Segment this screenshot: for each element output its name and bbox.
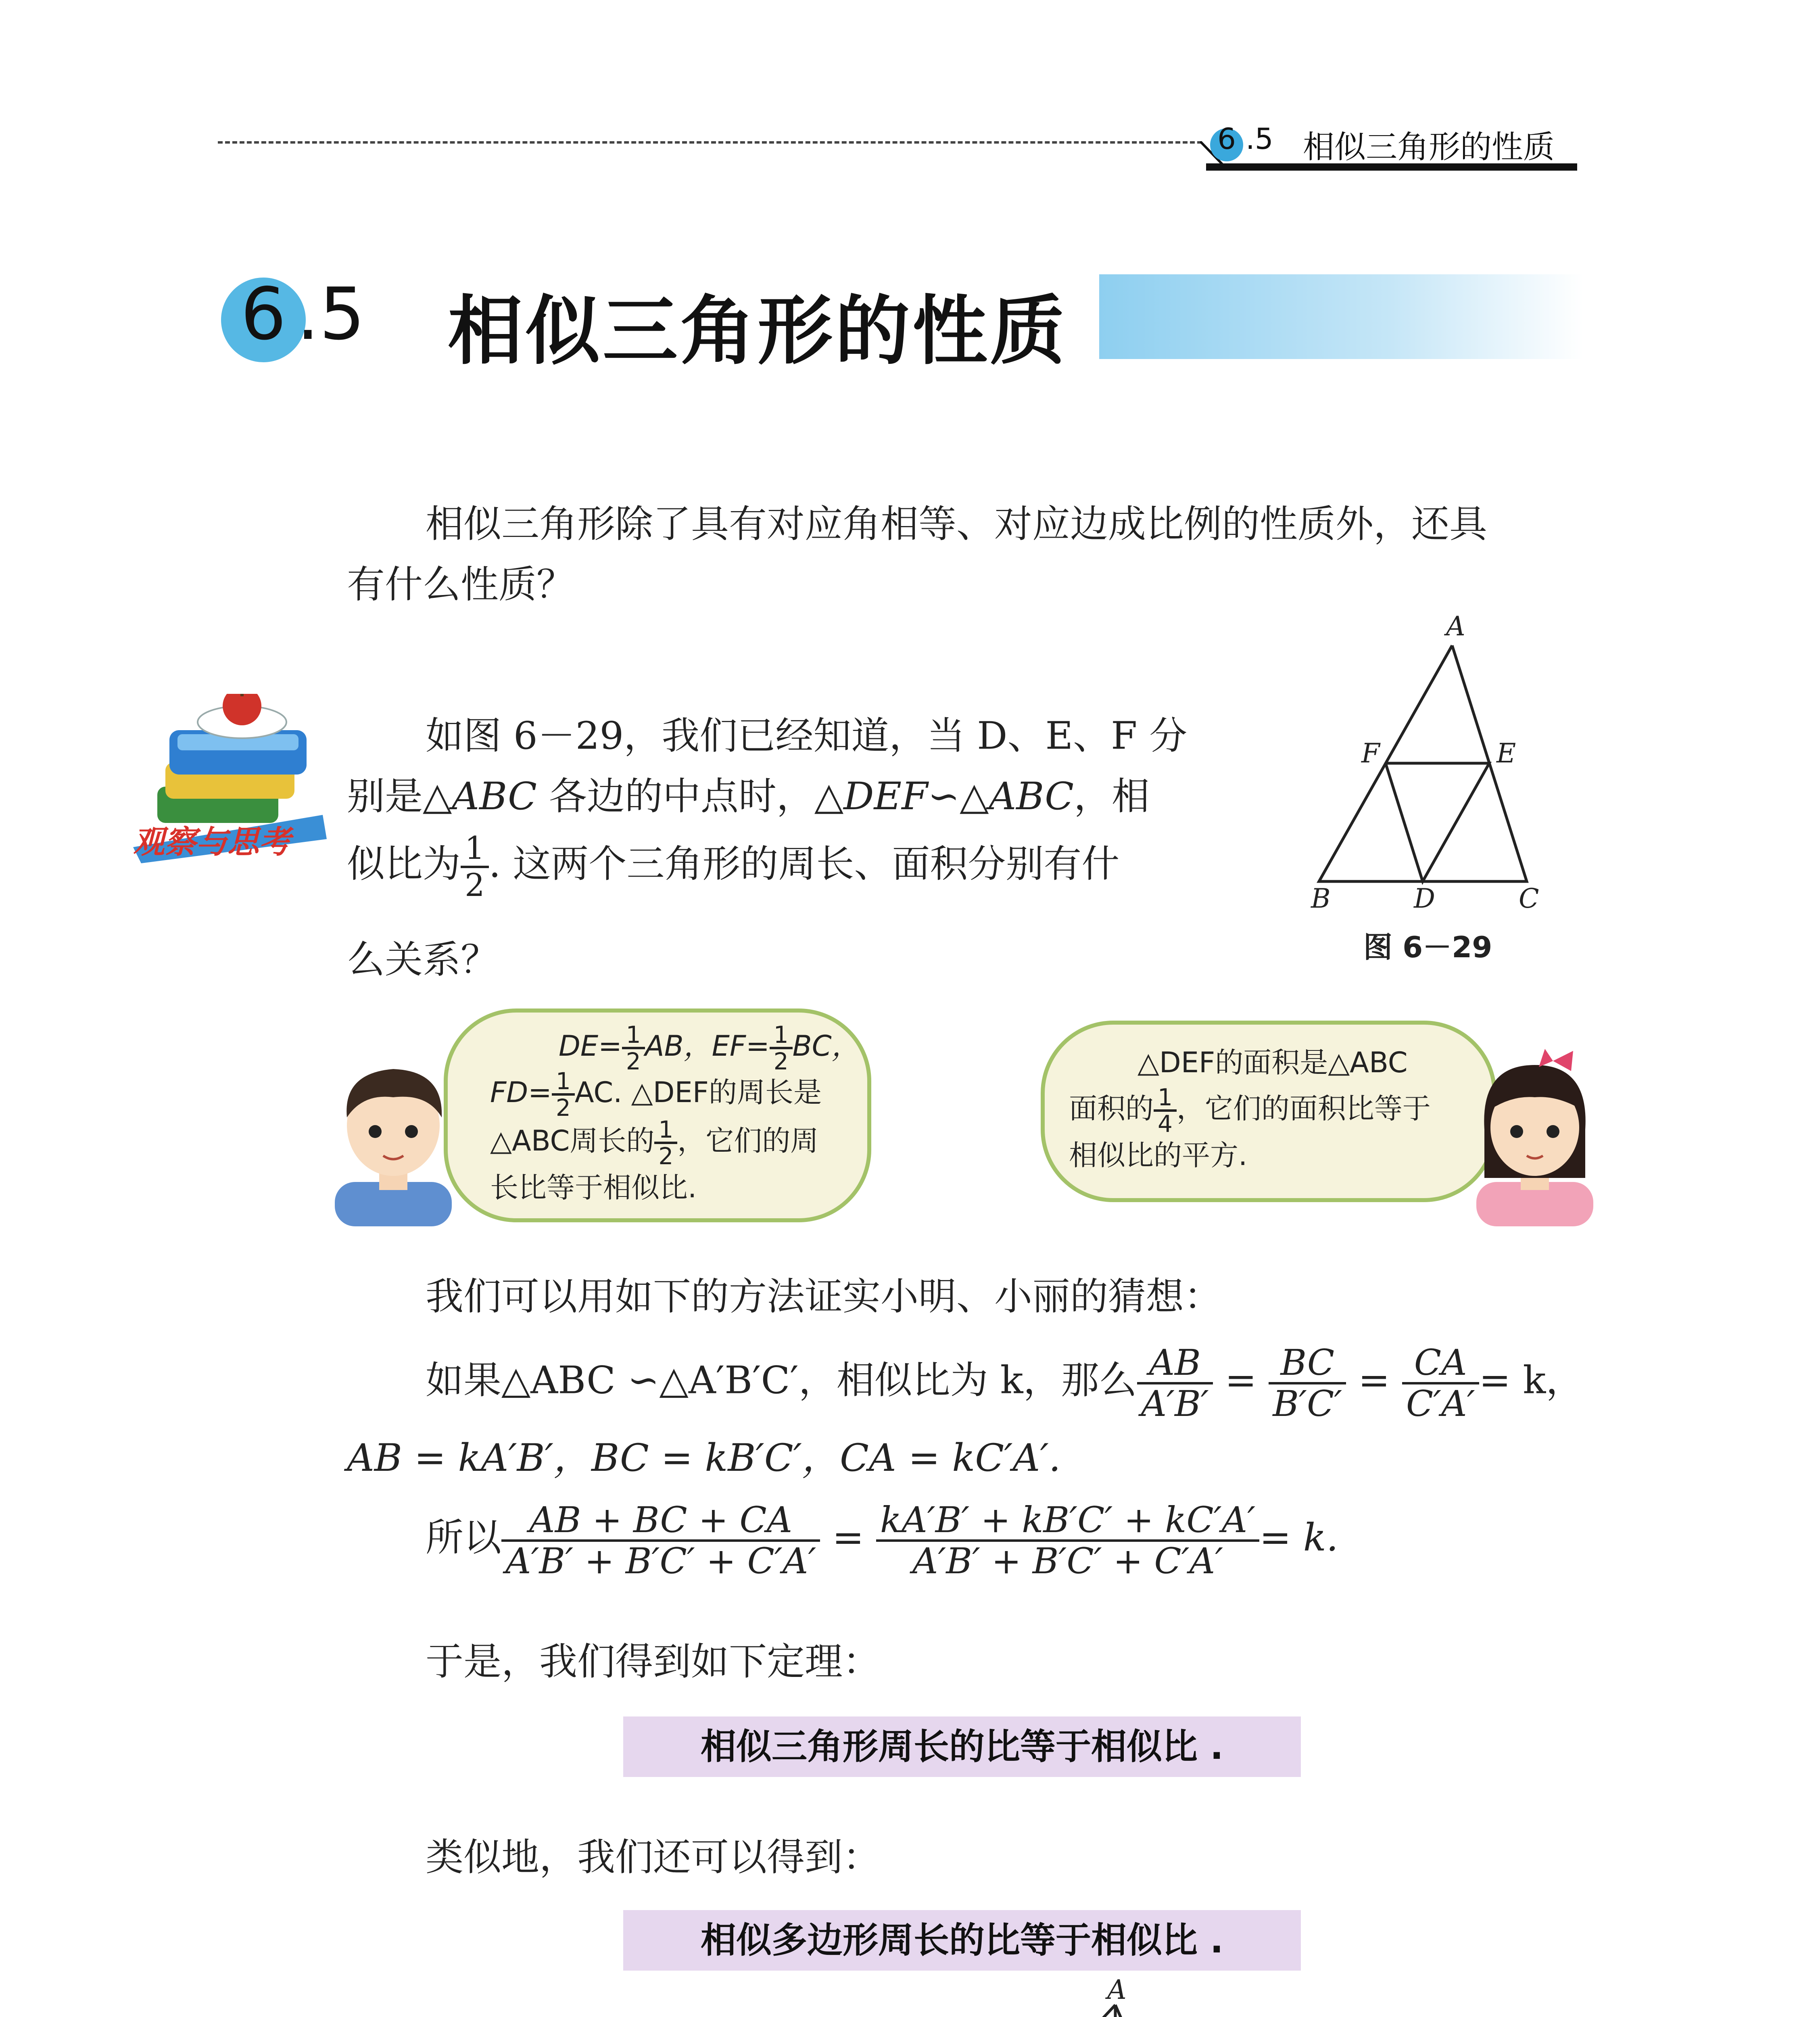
numerator: AB: [1137, 1343, 1213, 1384]
observe-line-3: [347, 831, 1119, 903]
numerator: 1: [770, 1023, 793, 1049]
text: = k，: [1479, 1358, 1584, 1403]
fraction-half: [461, 831, 489, 903]
var-def: DEF: [843, 775, 928, 818]
denominator: 2: [555, 1094, 571, 1121]
fraction-perimeter-ratio: [501, 1501, 820, 1581]
denominator: A′B′: [1141, 1383, 1209, 1424]
text: 似比为: [347, 842, 461, 886]
bubble-left-line-4: 长比等于相似比.: [490, 1171, 697, 1204]
fraction-ca: [1402, 1343, 1479, 1423]
text: BC，: [792, 1029, 860, 1063]
observe-line-2: [347, 766, 1150, 827]
intro-line-2: 有什么性质？: [347, 563, 575, 607]
numerator: 1: [1154, 1085, 1177, 1112]
theorem-box-1: 相似三角形周长的比等于相似比 .: [623, 1716, 1301, 1777]
observe-think-label: 观察与思考: [133, 824, 291, 860]
label-a: A: [1446, 613, 1465, 642]
bubble-right-line-1: △DEF的面积是△ABC: [1138, 1046, 1408, 1079]
proof-line-3: AB = kA′B′，BC = kB′C′，CA = kC′A′.: [347, 1436, 1061, 1480]
text: 面积的: [1069, 1092, 1154, 1125]
bubble-right-line-3: 相似比的平方.: [1069, 1139, 1248, 1172]
var-abc: ABC: [452, 775, 537, 818]
numerator: 1: [654, 1117, 677, 1144]
fraction: [654, 1117, 677, 1168]
bubble-left-line-3: [490, 1117, 818, 1168]
text: AC. △DEF的周长是: [574, 1076, 822, 1109]
theorem-box-2: 相似多边形周长的比等于相似比 .: [623, 1910, 1301, 1971]
denominator: 2: [465, 867, 485, 904]
text: 如果△ABC ∽△A′B′C′，相似比为 k，那么: [426, 1358, 1137, 1403]
text: △ABC周长的: [490, 1124, 655, 1158]
text: = k.: [1259, 1516, 1338, 1560]
section-sub-number: .5: [296, 272, 365, 356]
text: 别是△: [347, 775, 452, 818]
label-b: B: [1311, 883, 1331, 912]
numerator: 1: [552, 1069, 575, 1096]
label-c: C: [1519, 883, 1539, 912]
fraction: [622, 1023, 645, 1073]
denominator: 2: [626, 1048, 641, 1075]
fraction-quarter: [1154, 1085, 1177, 1136]
similarly-text: 类似地，我们还可以得到：: [426, 1835, 881, 1879]
figure-6-30: [887, 1977, 1541, 2017]
label-f: F: [1361, 738, 1380, 769]
equals: =: [1346, 1358, 1402, 1403]
theorem-intro: 于是，我们得到如下定理：: [426, 1640, 881, 1684]
text: 所以: [426, 1516, 502, 1560]
fraction-bc: [1269, 1343, 1346, 1423]
fraction: [552, 1069, 575, 1120]
section-title-bar: [1099, 274, 1583, 359]
header-dashed-rule: [218, 141, 1202, 144]
header-section-number: 6: [1217, 122, 1236, 156]
bubble-left-line-2: [490, 1069, 822, 1120]
text: ∽△: [928, 775, 989, 818]
proof-line-2: [426, 1343, 1584, 1423]
triangle-abc: [912, 2005, 1210, 2017]
text: 各边的中点时，△: [536, 775, 844, 818]
numerator: 1: [461, 831, 489, 868]
text: AB，EF=: [645, 1029, 770, 1063]
equals: =: [1213, 1358, 1269, 1403]
label-d: D: [1414, 883, 1435, 912]
denominator: B′C′: [1273, 1383, 1342, 1424]
observe-line-4: 么关系？: [347, 938, 499, 982]
girl-avatar: [1468, 1049, 1601, 1226]
section-number: 6: [240, 272, 286, 356]
triangle-def: [1386, 763, 1489, 881]
numerator: CA: [1402, 1343, 1479, 1384]
numerator: AB + BC + CA: [501, 1501, 820, 1542]
numerator: kA′B′ + kB′C′ + kC′A′: [876, 1501, 1259, 1542]
denominator: C′A′: [1406, 1383, 1475, 1424]
intro-line-1: 相似三角形除了具有对应角相等、对应边成比例的性质外，还具: [426, 502, 1488, 546]
header-section-sub: .5: [1246, 122, 1273, 156]
fraction-k-ratio: [876, 1501, 1259, 1581]
equals: =: [820, 1516, 876, 1560]
text: . 这两个三角形的周长、面积分别有什: [488, 842, 1120, 886]
text: ，它们的面积比等于: [1176, 1092, 1431, 1125]
label-e: E: [1496, 738, 1516, 769]
figure-6-29: [1303, 613, 1545, 912]
bubble-right-line-2: [1069, 1085, 1431, 1136]
numerator: BC: [1269, 1343, 1346, 1384]
observe-line-1: 如图 6－29，我们已经知道，当 D、E、F 分: [426, 714, 1188, 758]
denominator: 2: [658, 1142, 674, 1170]
figure-6-29-caption: 图 6－29: [1363, 930, 1492, 964]
denominator: 2: [773, 1048, 789, 1075]
denominator: A′B′ + B′C′ + C′A′: [912, 1540, 1223, 1582]
numerator: 1: [622, 1023, 645, 1049]
denominator: 4: [1158, 1110, 1173, 1138]
label-a: A: [1107, 1977, 1127, 2005]
denominator: A′B′ + B′C′ + C′A′: [505, 1540, 816, 1582]
header-title: 相似三角形的性质: [1303, 129, 1555, 165]
text: ，相: [1074, 775, 1150, 818]
boy-avatar: [327, 1049, 460, 1226]
proof-line-1: 我们可以用如下的方法证实小明、小丽的猜想：: [426, 1275, 1222, 1319]
text: ，它们的周: [677, 1124, 819, 1158]
fraction-ab: [1137, 1343, 1213, 1423]
bubble-left-line-1: [559, 1023, 860, 1073]
text: DE=: [559, 1029, 622, 1063]
text: FD=: [490, 1076, 552, 1109]
proof-line-4: [426, 1501, 1338, 1581]
fraction: [770, 1023, 793, 1073]
var-abc: ABC: [989, 775, 1074, 818]
section-title: 相似三角形的性质: [448, 287, 1068, 375]
